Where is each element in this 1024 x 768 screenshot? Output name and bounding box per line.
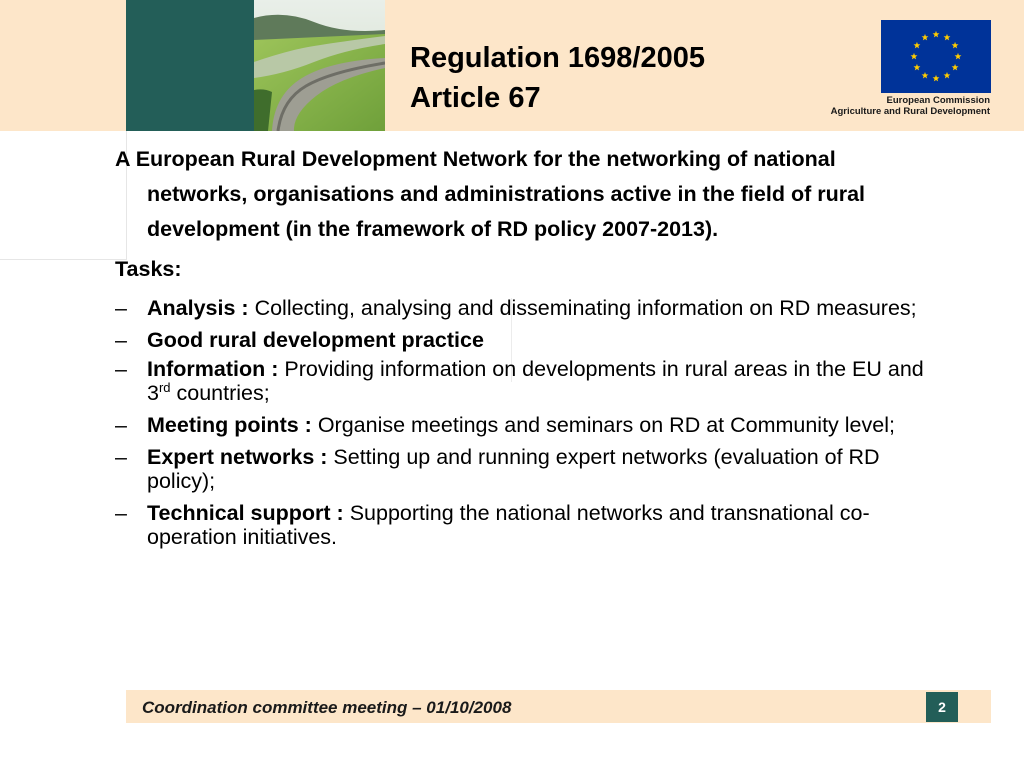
footer-meeting-label: Coordination committee meeting – 01/10/2008 bbox=[142, 698, 512, 717]
eu-star-icon bbox=[914, 42, 921, 49]
commission-logo-text bbox=[790, 95, 990, 117]
task-text: Collecting, analysing and disseminating information on RD measures; bbox=[254, 296, 917, 320]
list-item bbox=[115, 413, 935, 437]
logo-line-commission: European Commission bbox=[886, 95, 990, 106]
list-item bbox=[115, 326, 935, 354]
list-item bbox=[115, 445, 935, 493]
eu-star-icon bbox=[914, 64, 921, 71]
task-label: Technical support : bbox=[147, 501, 344, 525]
task-list bbox=[115, 291, 935, 549]
task-label: Meeting points : bbox=[147, 413, 312, 437]
task-text: Organise meetings and seminars on RD at Community level; bbox=[317, 413, 895, 437]
list-item bbox=[115, 501, 935, 549]
ordinal-suffix: rd bbox=[158, 379, 171, 395]
bullet-dash: – bbox=[115, 445, 127, 469]
teal-accent-block bbox=[126, 0, 254, 131]
eu-star-icon bbox=[952, 42, 959, 49]
slide-title bbox=[410, 38, 705, 118]
task-text: Providing information on developments in rural areas in the EU and 3 bbox=[147, 357, 924, 405]
eu-star-icon bbox=[944, 34, 951, 41]
landscape-photo bbox=[254, 0, 385, 131]
eu-star-icon bbox=[933, 75, 940, 82]
eu-star-icon bbox=[933, 31, 940, 38]
divider-line bbox=[0, 259, 127, 260]
task-label: Expert networks : bbox=[147, 445, 328, 469]
page-number: 2 bbox=[926, 692, 958, 722]
task-label: Information : bbox=[147, 357, 279, 381]
eu-star-icon bbox=[911, 53, 918, 60]
bullet-dash: – bbox=[115, 501, 127, 525]
task-text: Setting up and running expert networks (evaluation of RD policy); bbox=[147, 445, 880, 493]
eu-star-icon bbox=[952, 64, 959, 71]
title-line-article: Article 67 bbox=[410, 82, 541, 114]
bullet-dash: – bbox=[115, 357, 127, 381]
intro-paragraph: A European Rural Development Network for the networking of national networks, organisations and administrations active in the field of rural development (in the framework of RD policy 2007-2013). bbox=[115, 147, 866, 241]
task-label: Analysis : bbox=[147, 296, 249, 320]
bullet-dash: – bbox=[115, 413, 127, 437]
tasks-heading: Tasks: bbox=[115, 257, 182, 281]
eu-flag-icon bbox=[881, 20, 991, 93]
eu-star-icon bbox=[955, 53, 962, 60]
task-label: Good rural development practice bbox=[147, 328, 484, 352]
eu-star-icon bbox=[922, 34, 929, 41]
title-line-regulation: Regulation 1698/2005 bbox=[410, 42, 705, 74]
slide-body bbox=[115, 142, 935, 557]
bullet-dash: – bbox=[115, 296, 127, 320]
bullet-dash: – bbox=[115, 328, 127, 352]
list-item bbox=[115, 357, 935, 405]
logo-line-dg: Agriculture and Rural Development bbox=[830, 106, 990, 117]
list-item bbox=[115, 291, 935, 326]
eu-star-icon bbox=[944, 72, 951, 79]
task-text-continued: countries; bbox=[176, 381, 270, 405]
task-text: Supporting the national networks and transnational co-operation initiatives. bbox=[147, 501, 870, 549]
eu-star-icon bbox=[922, 72, 929, 79]
